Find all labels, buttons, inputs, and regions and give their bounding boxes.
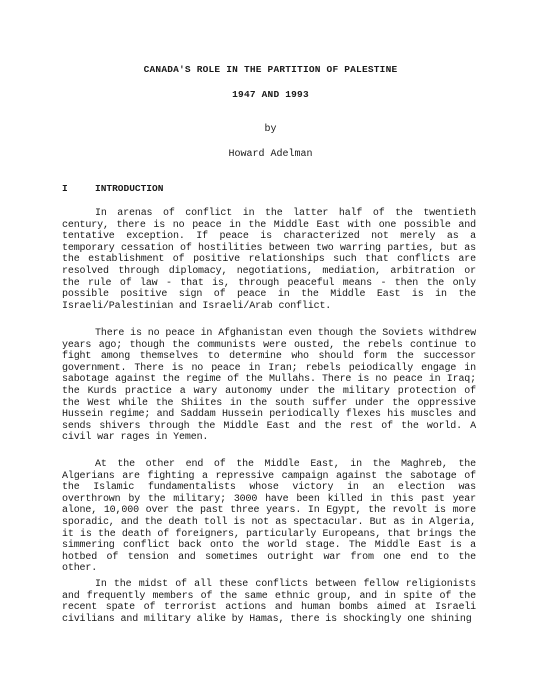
author-name: Howard Adelman <box>228 149 313 160</box>
paragraph-1: In arenas of conflict in the latter half of the twentieth century, there is no peace in the Middle East with one possible and tentative exception. If peace is characterized not merely as a temporary cessation of hostilities between two warring parties, but as the establishment of positive relationships such that conflicts are resolved through diplomacy, negotiations, mediation, arbitration or the rule of law - that is, through peaceful means - then the only possible positive sign of peace in the Middle East is in the Israeli/Palestinian and Israeli/Arab conflict. <box>62 208 476 312</box>
document-years: 1947 AND 1993 <box>232 89 309 100</box>
document-title: CANADA'S ROLE IN THE PARTITION OF PALESTINE <box>143 64 398 75</box>
paragraph-2: There is no peace in Afghanistan even though the Soviets withdrew years ago; though the communists were ousted, the rebels continue to fight among themselves to determine who should form the successor government. There is no peace in Iran; rebels peiodically engage in sabotage against the regime of the Mullahs. There is no peace in Iraq; the Kurds practice a wary autonomy under the military protection of the West while the Shiites in the south suffer under the oppressive Hussein regime; and Saddam Hussein periodically flexes his muscles and sends shivers through the Middle East and the rest of the world. A civil war rages in Yemen. <box>62 328 476 444</box>
section-title: INTRODUCTION <box>95 183 164 194</box>
section-number: I <box>62 183 68 194</box>
paragraph-4: In the midst of all these conflicts between fellow religionists and frequently members of the same ethnic group, and in spite of the recent spate of terrorist actions and human bombs aimed at Israeli civilians and military alike by Hamas, there is shockingly one shining <box>62 579 476 625</box>
paragraph-3: At the other end of the Middle East, in the Maghreb, the Algerians are fighting a repressive campaign against the sabotage of the Islamic fundamentalists whose victory in an election was overthrown by the military; 3000 have been killed in this past year alone, 10,000 over the past three years. In Egypt, the revolt is more sporadic, and the death toll is not as spectacular. But as in Algeria, it is the death of foreigners, particularly Europeans, that brings the simmering conflict back onto the world stage. The Middle East is a hotbed of tension and sometimes outright war from one end to the other. <box>62 459 476 575</box>
byline-label: by <box>264 124 277 135</box>
section-heading <box>62 183 163 194</box>
